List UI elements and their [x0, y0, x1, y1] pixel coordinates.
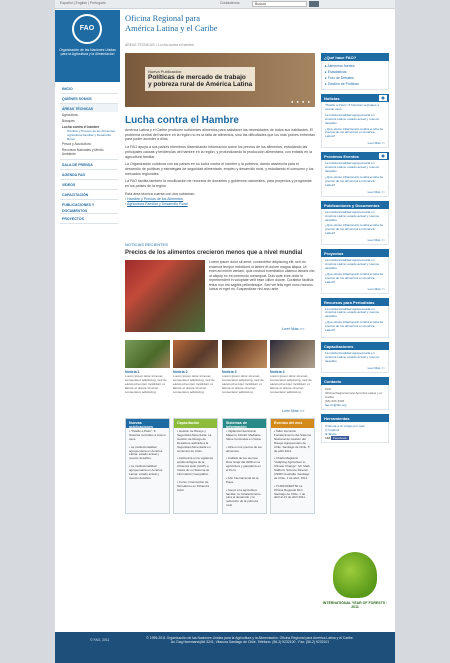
- page-title: Lucha contra el Hambre: [125, 115, 239, 126]
- nav-capacitacion[interactable]: CAPACITACIÓN: [60, 190, 118, 200]
- news-thumb[interactable]: Noticia 4 Lorem ipsum dolor sit amet, consectetur adipiscing, sed do eiusmod tempor incididunt ut labore et dolore sit amet. consectetur adipiscing: [270, 340, 315, 394]
- noticias-more-link[interactable]: Leer Más >>: [367, 141, 385, 146]
- news-thumb[interactable]: Noticia 2 Lorem ipsum dolor sit amet, consectetur adipiscing, sed do eiusmod tempor incididunt ut labore et dolore sit amet. consectetur adipiscing: [173, 340, 218, 394]
- link-agricultura-familiar[interactable]: Agricultura Familiar y Desarrollo Rural: [127, 202, 188, 207]
- nav-sub2-agricultura-familiar[interactable]: Agricultura Familiar y Desarrollo Rural: [67, 132, 112, 141]
- print-icon: ⎙: [325, 427, 329, 432]
- que-item[interactable]: ▸ Alimentos fuertes: [325, 63, 385, 69]
- section-contacto: Contacto: [321, 377, 389, 385]
- sidebar-pub-item[interactable]: La institucionalidad agropecuaria en América Latina: estado actual y nuevos desafíos.: [325, 209, 380, 222]
- org-header-block: [55, 10, 120, 82]
- section-que-hace: ¿Qué hace FAO?: [321, 53, 389, 61]
- feature-banner[interactable]: [125, 53, 315, 107]
- site-title[interactable]: Oficina Regional para América Latina y el Caribe: [125, 13, 218, 33]
- page: [55, 0, 395, 663]
- que-item[interactable]: ▸ Foro de Debates: [325, 75, 385, 81]
- news-image[interactable]: [125, 260, 205, 332]
- news-label: NOTICIAS RECIENTES: [125, 242, 168, 247]
- mail-icon: ✉: [325, 423, 329, 428]
- sidebar-project-item[interactable]: ¿Qué efecto inflacionario tendrá el alza de precios de los alimentos en América Latina?: [325, 271, 384, 284]
- link-hambre-precios[interactable]: Hambre y Precios de los Alimentos: [127, 197, 183, 202]
- section-capacitacion: Capacitaciones: [321, 342, 389, 350]
- share-icon: ⊕: [325, 431, 329, 436]
- fao-logo[interactable]: FAO: [72, 14, 102, 44]
- nav-sub-lucha[interactable]: Lucha contra el hambre: [62, 125, 100, 129]
- nav-sub-recursos[interactable]: Recursos Naturales y Medio Ambiente: [60, 147, 118, 160]
- capacitacion-more-link[interactable]: Leer Más >>: [367, 365, 385, 370]
- footer: [55, 632, 395, 663]
- nav-videos[interactable]: VIDEOS: [60, 180, 118, 190]
- search-input[interactable]: Buscar: [252, 1, 307, 7]
- share-button[interactable]: ⊕ Share: [325, 431, 337, 436]
- que-item[interactable]: ▸ Gestión de Políticas: [325, 81, 385, 87]
- breadcrumb[interactable]: ÁREAS TÉCNICAS > Lucha contra el hambre: [125, 43, 195, 47]
- section-proyectos: Proyectos: [321, 249, 389, 257]
- section-publicaciones: Publicaciones y Documentos: [321, 201, 389, 209]
- facebook-widget[interactable]: 183 Facebook: [325, 435, 347, 440]
- nav-agenda[interactable]: AGENDA FAO: [60, 170, 118, 180]
- news-title[interactable]: Precios de los alimentos crecieron menos que a nivel mundial: [125, 250, 303, 256]
- sidebar-project-item[interactable]: La institucionalidad agropecuaria en América Latina: estado actual y nuevos desafíos.: [325, 258, 380, 270]
- sidebar-training-item[interactable]: La institucionalidad agropecuaria en América Latina: estado actual y nuevos desafíos.: [325, 351, 380, 363]
- sidebar-news-item[interactable]: La institucionalidad agropecuaria en América Latina: estado actual y nuevos desafíos.: [325, 112, 380, 125]
- search-button[interactable]: [309, 1, 319, 7]
- nav-inicio[interactable]: INICIO: [60, 84, 118, 94]
- section-eventos: Próximos Eventos ◉: [321, 152, 389, 160]
- nav-areas[interactable]: ÁREAS TÉCNICAS: [60, 104, 118, 112]
- section-noticias: Noticias ◉: [321, 94, 389, 102]
- news-more-link[interactable]: Leer Más >>: [282, 326, 305, 331]
- news-thumb[interactable]: Noticia 3 Lorem ipsum dolor sit amet, consectetur adipiscing, sed do eiusmod tempor incididunt ut labore et dolore sit amet. consectetur adipiscing: [222, 340, 267, 394]
- nav-sub-pesca[interactable]: Pesca y Acuicultura: [62, 142, 91, 147]
- footer-copyright: © FAO, 2011: [90, 638, 110, 642]
- print-button[interactable]: ⎙ Imprimir: [325, 427, 340, 432]
- sidebar-news-item[interactable]: "Pasillo a Pasó": 8 historias vecinales a cosmo usos.: [325, 103, 379, 111]
- forests-year-logo[interactable]: INTERNATIONAL YEAR OF FORESTS · 2011: [321, 552, 389, 622]
- box-capacitacion: Capacitación • Gestión de Riesgo y Seguridad Alimentaria: La Gestión de Riesgo de Desastres aplicada a la Seguridad Alimentaria en contextos de crisis. • Asistencia en la vigilancia epidemiológica de la influenza aviar (IAAP) a través de un Sistema de Información Geográfico. • Curso: Intercambio de Simulacros en Influenza Aviar: [173, 418, 218, 514]
- sidebar-event-item[interactable]: La institucionalidad agropecuaria en América Latina: estado actual y nuevos desafíos.: [325, 161, 380, 174]
- org-subtitle: Organización de las Naciones Unidas para la Agricultura y la Alimentación: [59, 48, 116, 57]
- right-sidebar: ¿Qué hace FAO? ▸ Alimentos fuertes ▸ Estadísticas ▸ Foro de Debates ▸ Gestión de Políticas Noticias ◉ "Pasillo a Pasó": 8 historias vecinales a cosmo usos. La institucionalidad agropecuaria en América Latina: estado actual y nuevos desafíos. ¿Qué efecto inflacionario tendrá el alza de precios de los alimentos en América Latina? Leer Más >> Próximos Eventos ◉ La institucionalidad agropecuaria en América Latina: estado actual y nuevos desafíos. ¿Qué efecto inflacionario tendrá el alza de precios de los alimentos en América Latina? Leer Más >> Publicaciones y Documentos La institucionalidad agropecuaria en América Latina: estado actual y nuevos desafíos. ¿Qué efecto inflacionario tendrá el alza de precios de los alimentos en América Latina? Leer Más >> Proyectos La institucionalidad agropecuaria en América Latina: estado actual y nuevos desafíos. ¿Qué efecto inflacionario tendrá el alza de precios de los alimentos en América Latina? Leer Más >> Recursos para Periodistas La institucionalidad agropecuaria en América Latina: estado actual y nuevos desafíos. ¿Qué efecto inflacionario tendrá el alza de precios de los alimentos en América Latina? Capacitaciones La institucionalidad agropecuaria en América Latina: estado actual y nuevos desafíos. Leer Más >> Contacto FAO Oficina Regional para América Latina y el Caribe (56) 223 3323 fao-rlc@fao.org Herramientas ✉ Envía a un amigo por mail ⎙ Imprimir ⊕ Share 183 Facebook: [321, 53, 389, 443]
- news-thumb[interactable]: Noticia 1 Lorem ipsum dolor sit amet, consectetur adipiscing, sed do eiusmod tempor incididunt ut labore et dolore sit amet. consectetur adipiscing: [125, 340, 170, 394]
- nav-sub2-hambre[interactable]: Hambre y Precios de los Alimentos: [67, 129, 115, 133]
- thumbs-more-link[interactable]: Leer Más >>: [282, 408, 305, 413]
- email-friend-button[interactable]: ✉ Envía a un amigo por mail: [325, 423, 365, 428]
- pubs-more-link[interactable]: Leer Más >>: [367, 238, 385, 243]
- section-herramientas: Herramientas: [321, 414, 389, 422]
- main-text: América Latina y el Caribe producen suficientes alimentos para satisfacer las necesidades de todos sus habitantes. El problema central del hambre en la región no es la falta de alimentos, sino las dificultades que los más pobres enfrentan para poder acceder a ellos. La FAO apoya a sus países miembros diseminando información sobre los precios de los alimentos, estudiando las principales causas y tendencias del hambre en la región, y profundizando la producción alimentaria, con énfasis en la agricultura familiar. La Organización colabora con los países en su lucha contra el hambre y la pobreza, dando asistencia para el desarrollo de políticas y estrategias de seguridad alimentaria, empleo y desarrollo rural, y estudiando el consumo y los mercados regionales. La FAO facilita también la movilización de recursos de donantes y gobiernos nacionales, para proyectos y programas en los países de la región. Esta área técnica cuenta con dos subáreas: › Hambre y Precios de los Alimentos › Agricultura Familiar y Desarrollo Rural: [125, 128, 315, 207]
- contact-link[interactable]: Contáctenos: [220, 1, 240, 5]
- sidebar-resource-item[interactable]: La institucionalidad agropecuaria en América Latina: estado actual y nuevos desafíos.: [325, 306, 380, 319]
- language-links[interactable]: Español | English | Português: [60, 1, 106, 5]
- que-item[interactable]: ▸ Estadísticas: [325, 69, 385, 75]
- info-boxes: [125, 418, 315, 514]
- eventos-more-link[interactable]: Leer Más >>: [367, 189, 385, 194]
- box-sistemas: Sistemas de Información • Vigilancia Nutricional Materno Infantil: Mediante Sitios Centinelas en Cuba. • Alza en los precios de los alimentos. • Análisis de los eternos Ríos Grajú del 2008 en la agricultura y ganadería en el Perú. • Año Internacional de la Papa. • Apoyo a la agricultura familiar, su fortalecimiento para el desarrollo y la reducción de la pobreza rural: [222, 418, 267, 514]
- rss-icon: ◉: [379, 95, 387, 101]
- footer-text: © 1995-2011 Organización de las Naciones Unidas para la Agricultura y la Alimentación. Oficina Regional para América Latina y el Caribe. Av. Dag Hammarskjöld 3241, Vitacura Santiago de Chile. Teléfono: (56-2) 9232100 - Fax: (56-2) 9232101: [146, 636, 354, 645]
- nav-proyectos[interactable]: PROYECTOS: [60, 214, 118, 224]
- nav-publicaciones[interactable]: PUBLICACIONES Y DOCUMENTOS: [60, 200, 118, 214]
- sidebar-news-item[interactable]: ¿Qué efecto inflacionario tendrá el alza de precios de los alimentos en América Latina?: [325, 126, 384, 139]
- news-body: Lorem ipsum dolor sit amet, consectetur adipiscing elit, sed do eiusmod tempor incididunt ut labore et dolore magna aliqua. Ut enim ad minim veniam, quis nostrud exercitation ullamco laboris nisi ut aliquip ex ea commodo consequat. Duis aute irure dolor in reprehenderit in voluptate velit esse cillum dolore. Curabitur facilisis tellus non est sagittis pellentesque. Sed vel felis eget nunc rhoncus luctus et eget mi. Suspendisse nisl arcu ante.: [209, 260, 315, 291]
- sidebar-pub-item[interactable]: ¿Qué efecto inflacionario tendrá el alza de precios de los alimentos en América Latina?: [325, 223, 384, 236]
- nav-quienes[interactable]: QUIÉNES SOMOS: [60, 94, 118, 104]
- proyectos-more-link[interactable]: Leer Más >>: [367, 286, 385, 291]
- nav-sala-prensa[interactable]: SALA DE PRENSA: [60, 160, 118, 170]
- section-recursos: Recursos para Periodistas: [321, 298, 389, 306]
- nav-sub-agricultura[interactable]: Agricultura: [62, 113, 78, 117]
- sidebar-resource-item[interactable]: ¿Qué efecto inflacionario tendrá el alza de precios de los alimentos en América Latina?: [325, 320, 384, 333]
- left-nav: [60, 84, 118, 224]
- banner-pager[interactable]: ● ● ● ●: [291, 99, 311, 104]
- rss-icon: ◉: [379, 153, 387, 159]
- top-bar: [55, 0, 395, 9]
- box-eventos: Eventos del mes • Taller Fecunda Fortalecimiento del Sistema Nacional de Gestión del Riesgo Agropecuario de Chile. Santiago de Chile, 5 de abril 2011. • Charla Magistral "Adapting Agriculture to Climate Change". Mr. Mark Stafford, Science Director CSIRO Australia. Santiago de Chile, 1 de abril, 2011. • TCM/FODEPITE La Oficina Regional RLC Santiago de Chile, 7 de abril al 13 de abril 2011.: [270, 418, 315, 514]
- sidebar-event-item[interactable]: ¿Qué efecto inflacionario tendrá el alza de precios de los alimentos en América Latina?: [325, 174, 384, 187]
- banner-caption: Nueva Publicación: Políticas de mercado de trabajo y pobreza rural de América Latina: [145, 67, 255, 91]
- box-publicaciones: Nuevas publicaciones • "Pasillo a Pasó": 8 historias vecinales a cosmo usos. • La institucionalidad agropecuaria en América Latina: estado actual y nuevos desafíos. • La institucionalidad agropecuaria en América Latina: estado actual y nuevos desafíos: [125, 418, 170, 514]
- nav-sub-bosques[interactable]: Bosques: [62, 119, 75, 123]
- tree-icon: [333, 552, 377, 598]
- contact-email[interactable]: fao-rlc@fao.org: [325, 402, 347, 407]
